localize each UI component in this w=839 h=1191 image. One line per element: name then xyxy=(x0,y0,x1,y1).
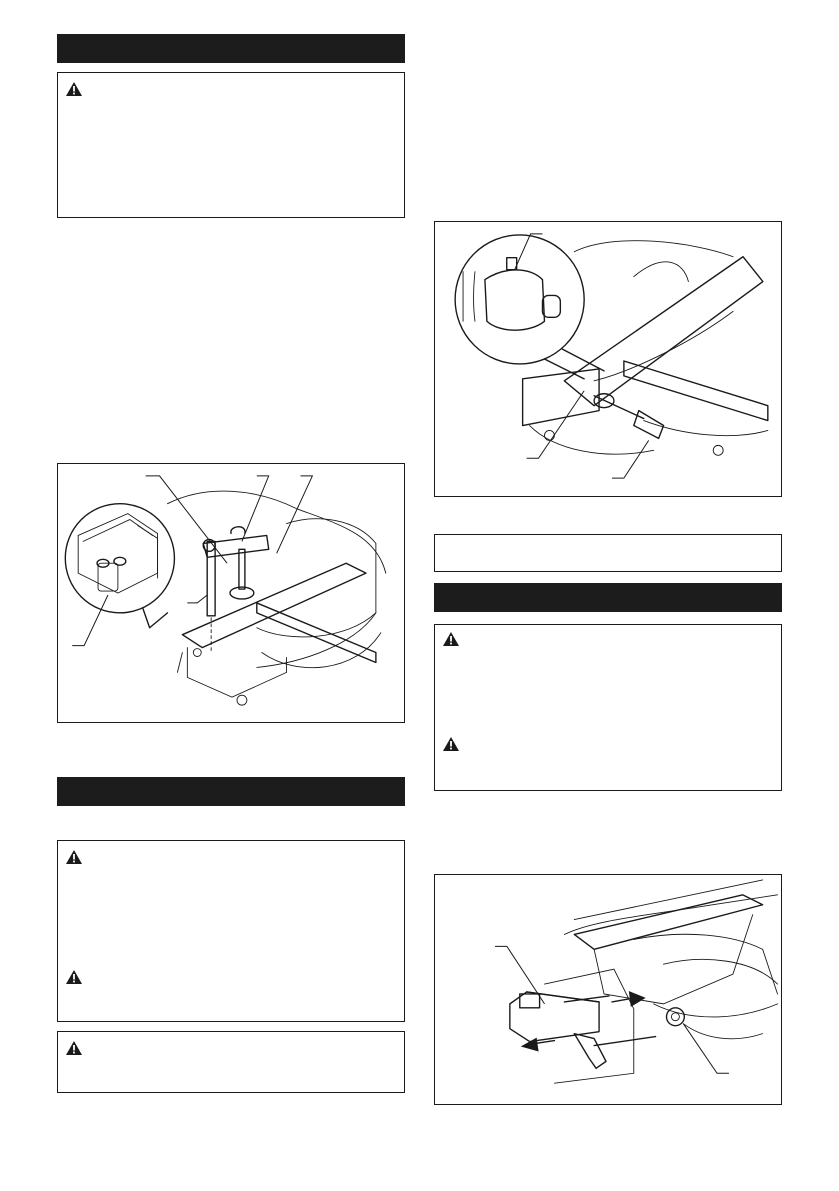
figure-holder-assembly xyxy=(434,874,782,1105)
warning-box xyxy=(57,840,405,1022)
warning-triangle-icon xyxy=(65,969,83,985)
warning-box xyxy=(57,72,405,218)
section-heading-bar xyxy=(57,777,405,806)
warning-triangle-icon xyxy=(442,736,460,752)
warning-triangle-icon xyxy=(442,631,460,647)
warning-box xyxy=(434,624,782,791)
warning-box xyxy=(57,1031,405,1093)
warning-triangle-icon xyxy=(65,849,83,865)
vise-assembly-illustration xyxy=(58,464,404,722)
section-heading-bar xyxy=(434,583,782,612)
note-box xyxy=(434,534,782,572)
section-heading-bar xyxy=(57,34,405,63)
figure-handle-assembly xyxy=(434,221,782,497)
handle-assembly-illustration xyxy=(435,222,781,496)
warning-triangle-icon xyxy=(65,1040,83,1056)
holder-assembly-illustration xyxy=(435,875,781,1104)
warning-triangle-icon xyxy=(65,81,83,97)
figure-vise-assembly xyxy=(57,463,405,723)
